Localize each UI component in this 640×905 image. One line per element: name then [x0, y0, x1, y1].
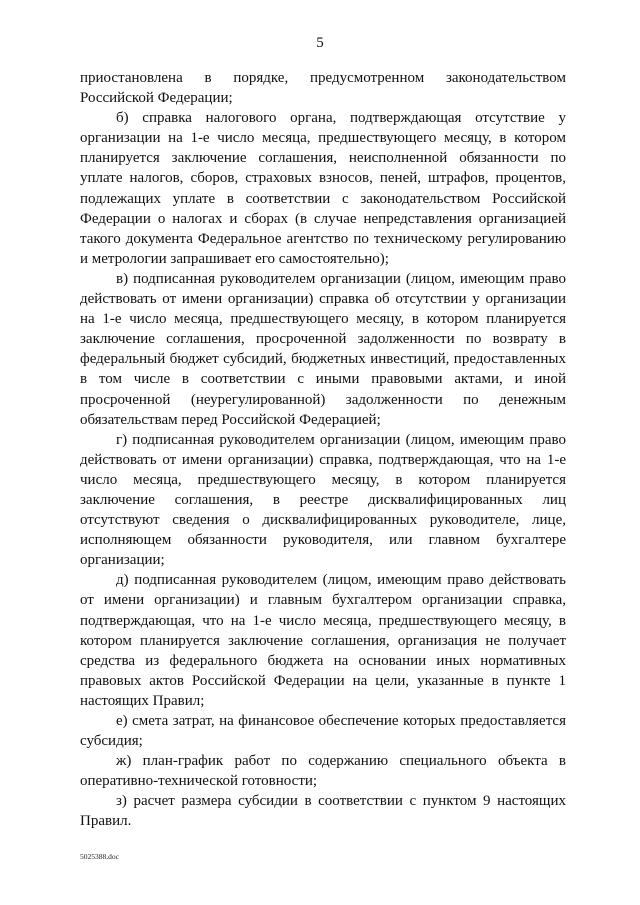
paragraph-item-d: д) подписанная руководителем (лицом, имеющим право действовать от имени организации) и главным бухгалтером организации справка, подтверждающая, что на 1-е число месяца, предшествующего месяцу, в котором планируется заключение соглашения, организация не получает средства из федерального бюджета на основании иных нормативных правовых актов Российской Федерации на цели, указанные в пункте 1 настоящих Правил;	[80, 572, 566, 709]
document-body	[80, 68, 566, 832]
paragraph-item-zh: ж) план-график работ по содержанию специального объекта в оперативно-технической готовности;	[80, 753, 566, 790]
page-number: 5	[316, 35, 324, 51]
paragraph-continuation: приостановлена в порядке, предусмотренном законодательством Российской Федерации;	[80, 70, 566, 107]
paragraph-item-z: з) расчет размера субсидии в соответствии с пунктом 9 настоящих Правил.	[80, 793, 566, 830]
paragraph-item-v: в) подписанная руководителем организации (лицом, имеющим право действовать от имени организации) справка об отсутствии у организации на 1-е число месяца, предшествующего месяцу, в котором планируется заключение соглашения, просроченной задолженности по возврату в федеральный бюджет субсидий, бюджетных инвестиций, предоставленных в том числе в соответствии с иными правовыми актами, и иной просроченной (неурегулированной) задолженности по денежным обязательствам перед Российской Федерацией;	[80, 270, 566, 428]
footer-document-code: 5025388.doc	[80, 852, 119, 861]
paragraph-item-e: е) смета затрат, на финансовое обеспечение которых предоставляется субсидия;	[80, 713, 566, 750]
paragraph-item-g: г) подписанная руководителем организации (лицом, имеющим право действовать от имени организации) справка, подтверждающая, что на 1-е число месяца, предшествующего месяцу, в котором планируется заключение соглашения, в реестре дисквалифицированных лиц отсутствуют сведения о дисквалифицированных руководителе, лице, исполняющем обязанности руководителя, или главном бухгалтере организации;	[80, 431, 566, 569]
paragraph-item-b: б) справка налогового органа, подтверждающая отсутствие у организации на 1-е число месяца, предшествующего месяцу, в котором планируется заключение соглашения, неисполненной обязанности по уплате налогов, сборов, страховых взносов, пеней, штрафов, процентов, подлежащих уплате в соответствии с законодательством Российской Федерации о налогах и сборах (в случае непредставления организацией такого документа Федеральное агентство по техническому регулированию и метрологии запрашивает его самостоятельно);	[80, 110, 566, 267]
